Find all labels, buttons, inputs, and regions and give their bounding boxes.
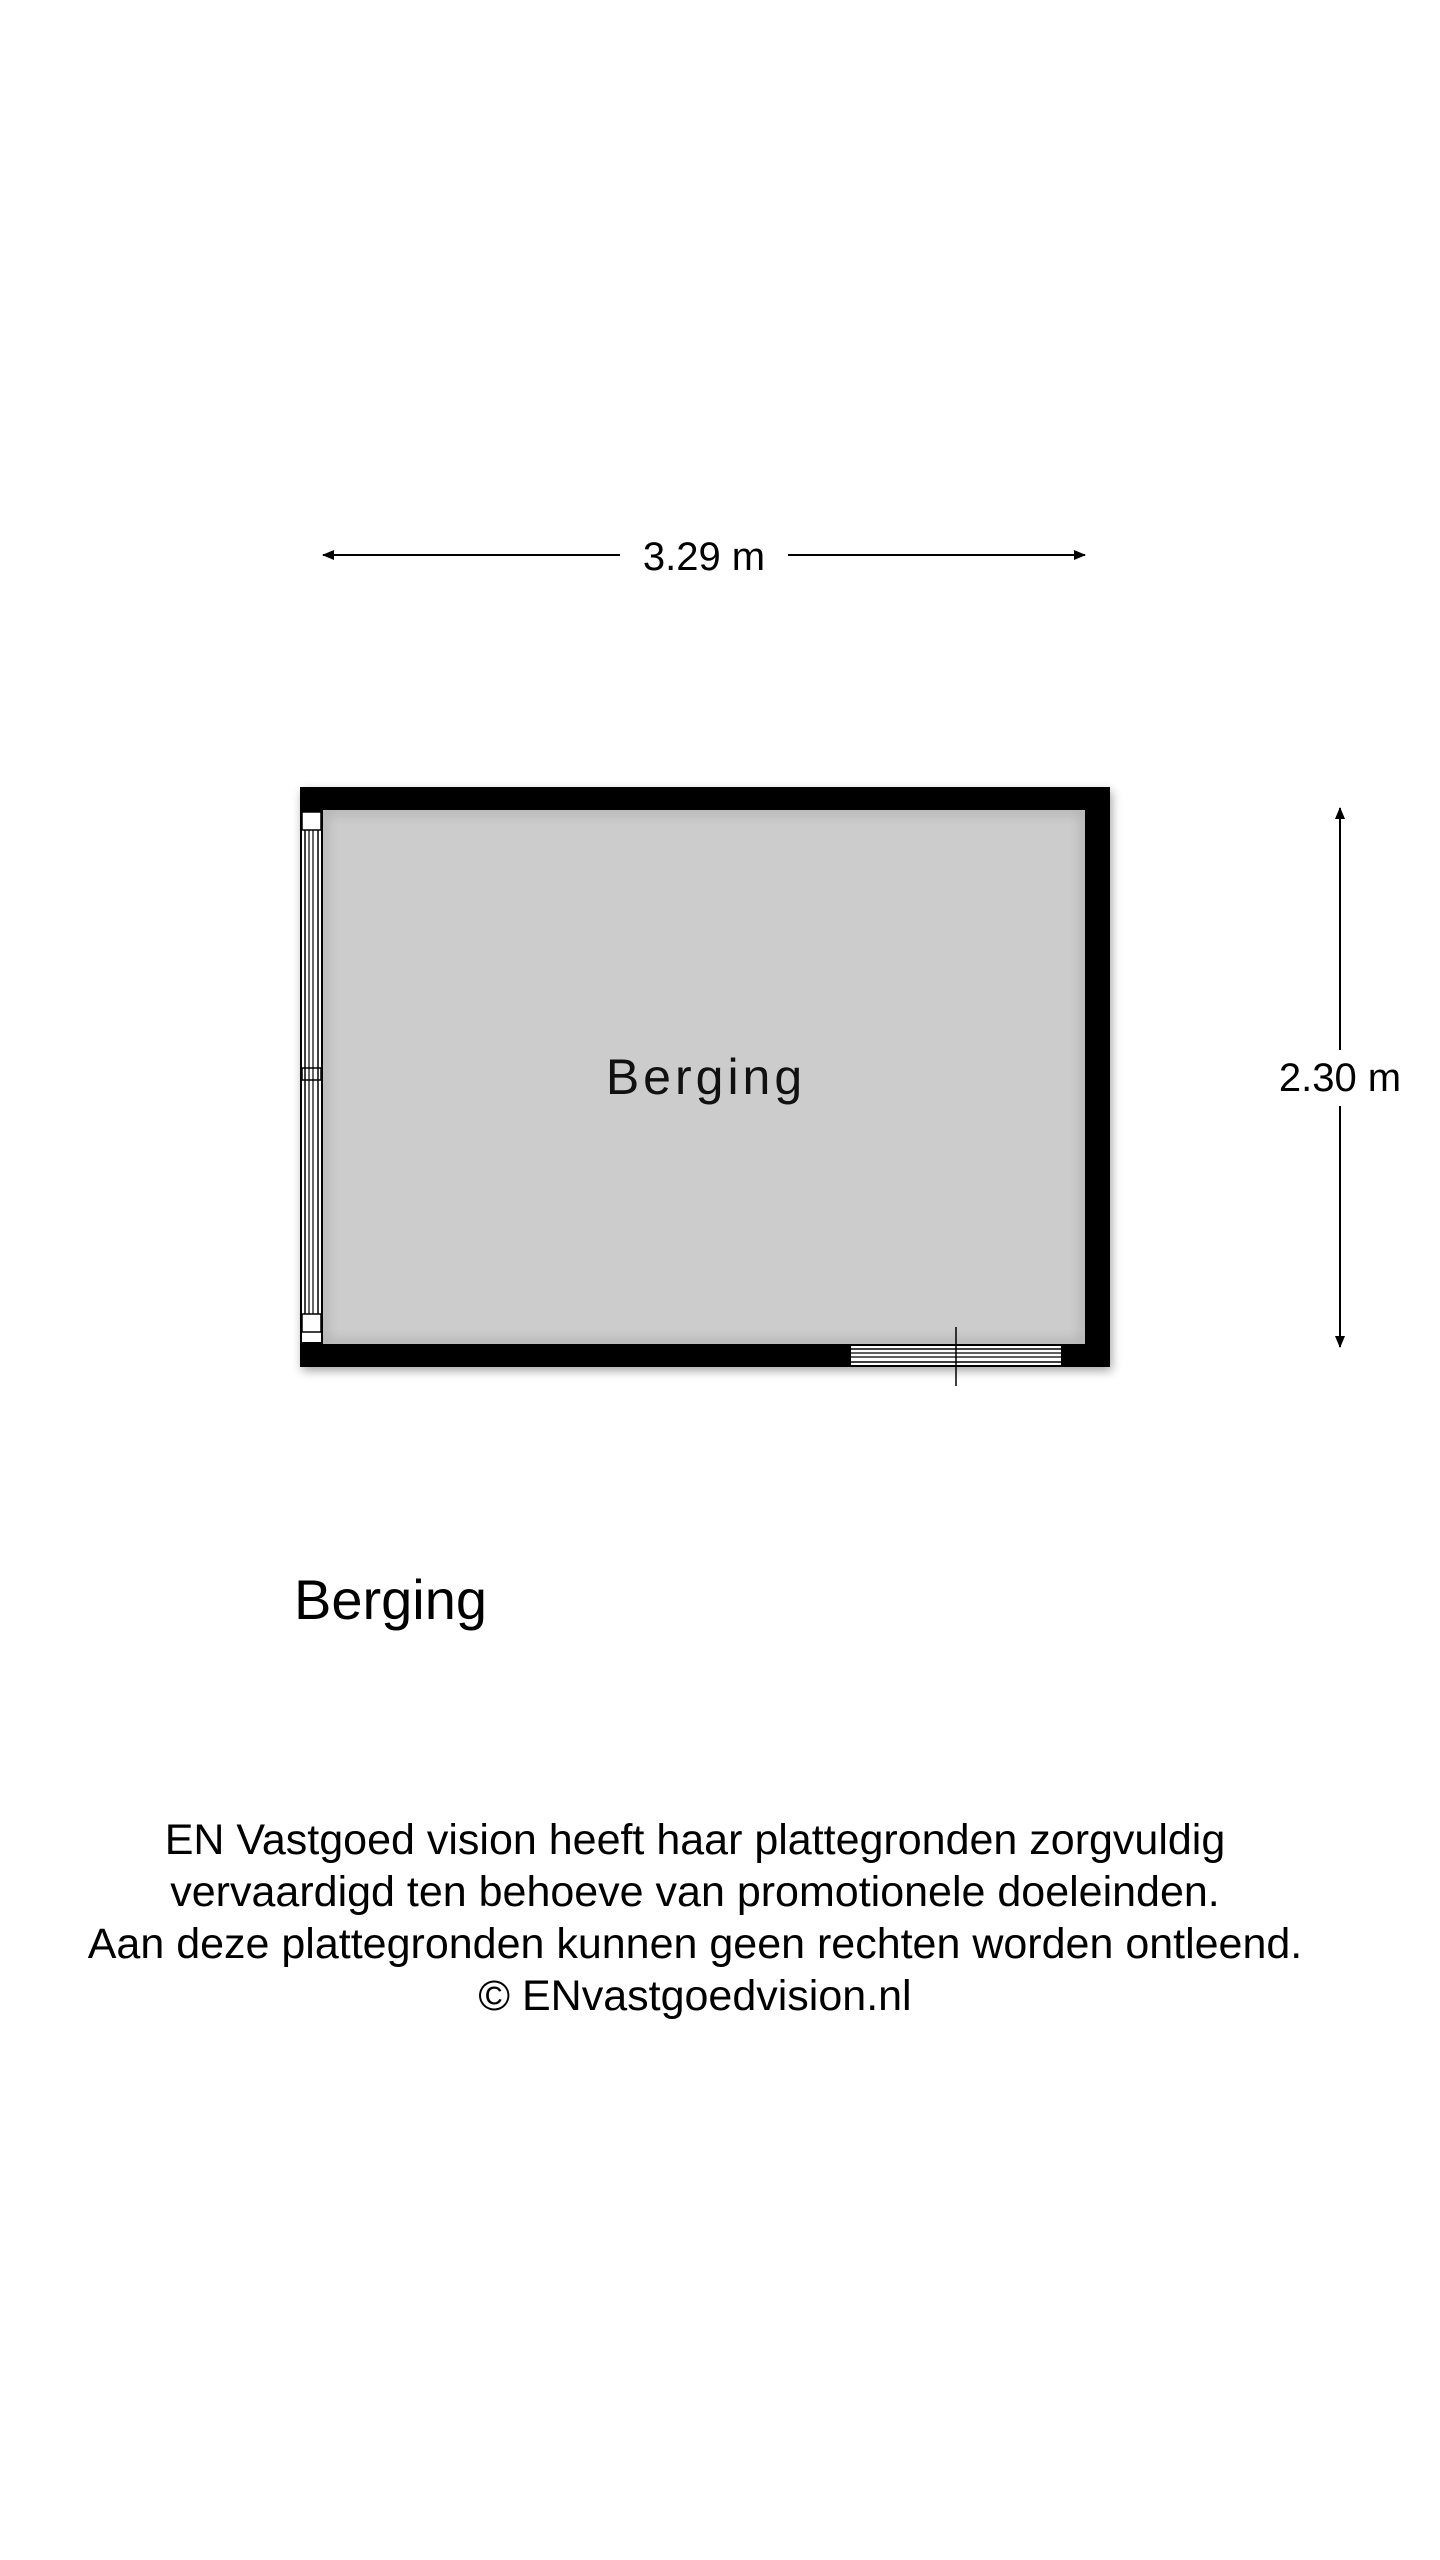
room-label: Berging (605, 1049, 807, 1105)
disclaimer-line: vervaardigd ten behoeve van promotionele doeleinden. (170, 1868, 1220, 1916)
disclaimer-line: EN Vastgoed vision heeft haar plattegronden zorgvuldig (164, 1816, 1226, 1864)
left-window (302, 812, 321, 1342)
disclaimer (0, 1814, 1390, 2022)
floor-title: Berging (294, 1568, 488, 1631)
height-dimension-label: 2.30 m (1278, 1056, 1402, 1100)
height-dimension (1279, 808, 1401, 1347)
width-dimension (323, 535, 1085, 579)
room-berging (300, 787, 1110, 1386)
disclaimer-line: Aan deze plattegronden kunnen geen rechten worden ontleend. (87, 1920, 1303, 1968)
width-dimension-label: 3.29 m (642, 535, 766, 579)
copyright-line: © ENvastgoedvision.nl (478, 1972, 912, 2020)
